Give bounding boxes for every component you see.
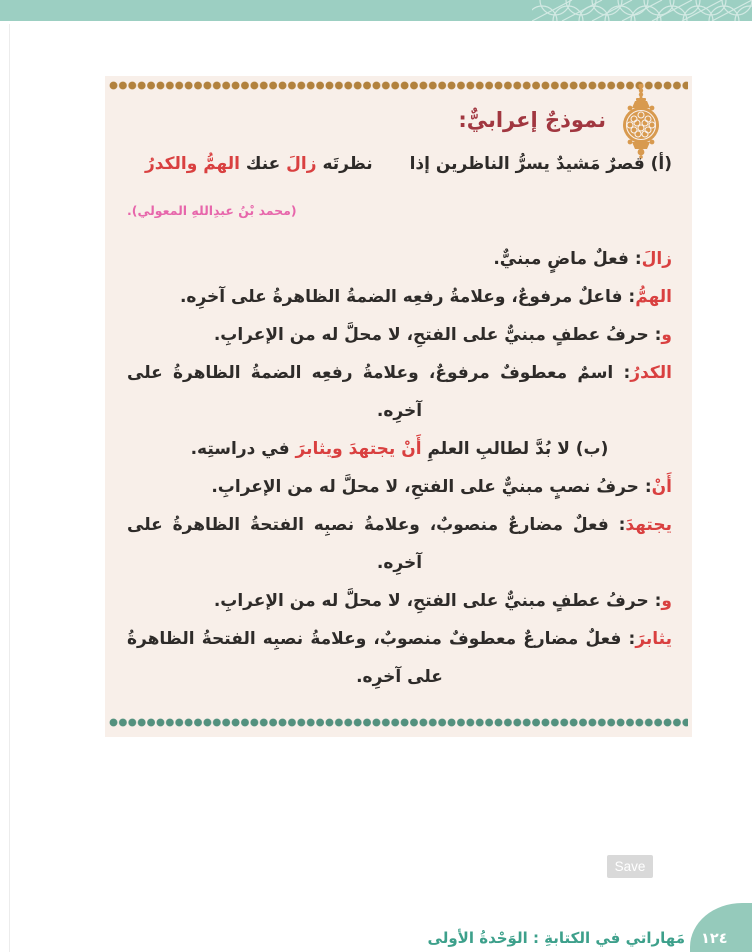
geometric-arcs-pattern-icon <box>532 0 752 21</box>
parse-entry-waw-2 <box>127 582 672 620</box>
parse-text: : حرفُ نصبٍ مبنيٌّ على الفتحِ، لا محلَّ له من الإعرابِ. <box>211 477 652 497</box>
parse-text: : اسمٌ معطوفٌ مرفوعٌ، وعلامةُ رفعِه الضمةُ الظاهرةُ على آخرِه. <box>127 363 631 421</box>
parse-entry-yuthabir <box>127 620 672 696</box>
parse-entry-zala <box>127 240 672 278</box>
parse-entry-waw-1 <box>127 316 672 354</box>
section-heading: نموذجٌ إعرابيٌّ: <box>458 108 606 132</box>
parse-text: : فعلٌ ماضٍ مبنيٌّ. <box>493 249 642 269</box>
top-dotted-border <box>109 81 688 90</box>
parse-text: : فاعلٌ مرفوعٌ، وعلامةُ رفعِه الضمةُ الظاهرةُ على آخرِه. <box>179 287 636 307</box>
example-sentence-b: (ب) لا بُدَّ لطالبِ العلمِ أَنْ يجتهدَ ويثابرَ في دراستِه. <box>190 439 609 459</box>
page-edge-line <box>9 24 10 952</box>
poet-attribution: (محمد بْنُ عبدِاللهِ المعولي). <box>127 203 297 218</box>
parse-text: : فعلٌ مضارعٌ منصوبٌ، وعلامةُ نصبِه الفتحةُ الظاهرةُ على آخرِه. <box>127 515 626 573</box>
parsed-word: و <box>661 591 672 611</box>
parsed-word: زالَ <box>641 249 672 269</box>
parsed-word: يثابرَ <box>635 629 672 649</box>
parsed-word: يجتهدَ <box>625 515 672 535</box>
bottom-dotted-border <box>109 718 688 727</box>
top-decorative-band <box>0 0 752 21</box>
parsed-word: أَنْ <box>651 477 672 497</box>
verse-line <box>145 146 672 182</box>
parse-entry-alkadar <box>127 354 672 430</box>
parse-entry-an <box>127 468 672 506</box>
parsing-entries <box>127 240 672 696</box>
page-number: ١٢٤ <box>701 931 728 947</box>
parse-entry-yajtahid <box>127 506 672 582</box>
parsed-word: الكدرُ <box>630 363 672 383</box>
footer-title: مَهاراتي في الكتابةِ : الوَحْدةُ الأولى <box>427 929 685 947</box>
lesson-card <box>105 76 692 737</box>
parse-text: : فعلٌ مضارعٌ معطوفٌ منصوبٌ، وعلامةُ نصبِه الفتحةُ الظاهرةُ على آخرِه. <box>127 629 636 687</box>
parse-entry-alhamm <box>127 278 672 316</box>
verse-second-hemistich: نظرتَه زالَ عنك الهمُّ والكدرُ <box>145 154 373 174</box>
page-number-badge <box>690 903 752 952</box>
parsed-word: الهمُّ <box>635 287 672 307</box>
parse-text: : حرفُ عطفٍ مبنيٌّ على الفتحِ، لا محلَّ له من الإعرابِ. <box>213 325 662 345</box>
save-button[interactable]: Save <box>607 855 653 878</box>
parse-text: : حرفُ عطفٍ مبنيٌّ على الفتحِ، لا محلَّ له من الإعرابِ. <box>213 591 662 611</box>
parsed-word: و <box>661 325 672 345</box>
verse-first-hemistich: (أ) قصرٌ مَشيدٌ يسرُّ الناظرين إذا <box>409 154 672 174</box>
